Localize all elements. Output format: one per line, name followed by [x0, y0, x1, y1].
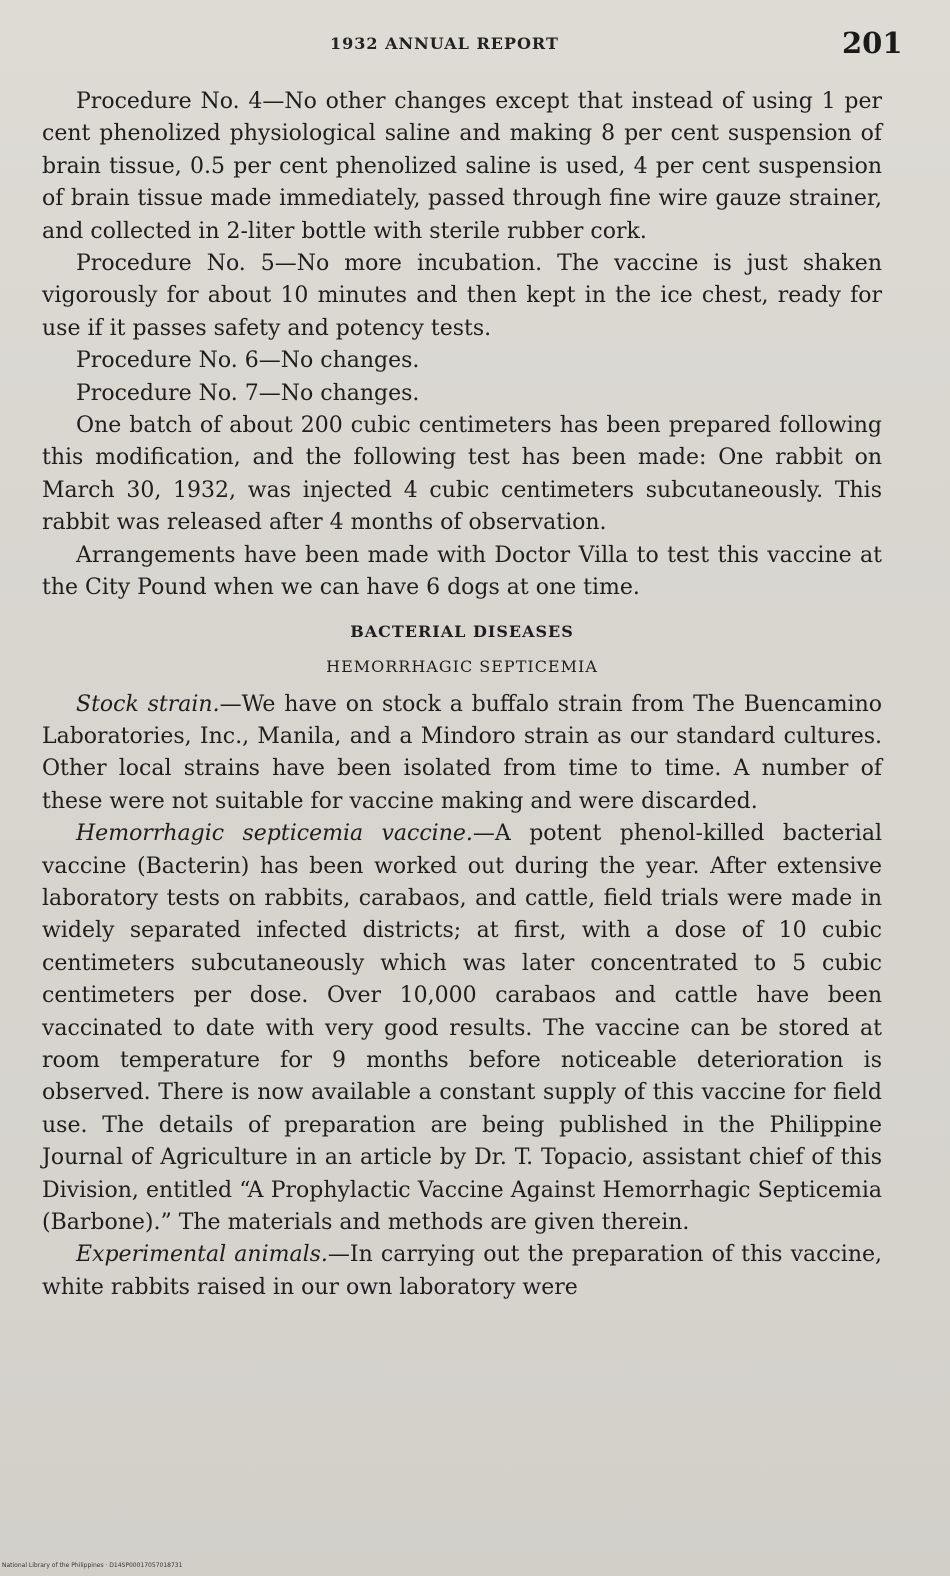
section-heading-bacterial-diseases: BACTERIAL DISEASES — [350, 621, 574, 641]
paragraph-stock-strain-text: —We have on stock a buffalo strain from The Buencamino Laboratories, Inc., Manila, and a Mindoro strain as our standard cultures. Other local strains have been isolated from time to time. A number of these were not suitable for vaccine making and were discarded. — [42, 691, 883, 814]
run-in-heading-experimental-animals: Experimental animals. — [76, 1242, 328, 1268]
run-in-heading-vaccine: Hemorrhagic septicemia vaccine. — [76, 821, 473, 847]
body-text — [42, 86, 882, 1304]
paragraph-stock-strain — [42, 689, 882, 819]
paragraph-experimental-animals — [42, 1239, 882, 1304]
paragraph-procedure-6: Procedure No. 6—No changes. — [76, 348, 420, 374]
paragraph-procedure-4: Procedure No. 4—No other changes except that instead of using 1 per cent phenolized physiological saline and making 8 per cent suspension of brain tissue, 0.5 per cent phenolized saline is used, 4 per cent suspension of brain tissue made immediately, passed through fine wire gauze strainer, and collected in 2-liter bottle with sterile rubber cork. — [42, 89, 882, 244]
paragraph-batch-test: One batch of about 200 cubic centimeters has been prepared following this modification, and the following test has been made: One rabbit on March 30, 1932, was injected 4 cubic centimeters subcutaneously. This rabbit was released after 4 months of observation. — [42, 413, 882, 536]
paragraph-experimental-animals-text: —In carrying out the preparation of this vaccine, white rabbits raised in our own laboratory were — [42, 1242, 883, 1300]
page-number: 201 — [842, 26, 903, 60]
paragraph-vaccine-text: —A potent phenol-killed bacterial vaccine (Bacterin) has been worked out during the year. After extensive laboratory tests on rabbits, carabaos, and cattle, field trials were made in widely separated infected districts; at first, with a dose of 10 cubic centimeters subcutaneously which was later concentrated to 5 cubic centimeters per dose. Over 10,000 carabaos and cattle have been vaccinated to date with very good results. The vaccine can be stored at room temperature for 9 months before noticeable deterioration is observed. There is now available a constant supply of this vaccine for field use. The details of preparation are being published in the Philippine Journal of Agriculture in an article by Dr. T. Topacio, assistant chief of this Division, entitled “A Prophylactic Vaccine Against Hemorrhagic Septicemia (Barbone).” The materials and methods are given therein. — [42, 821, 882, 1235]
paragraph-procedure-5: Procedure No. 5—No more incubation. The vaccine is just shaken vigorously for about 10 minutes and then kept in the ice chest, ready for use if it passes safety and potency tests. — [42, 251, 882, 341]
page-header — [0, 26, 950, 70]
running-head: 1932 ANNUAL REPORT — [330, 34, 559, 53]
run-in-heading-stock-strain: Stock strain. — [76, 691, 220, 717]
paragraph-procedure-7: Procedure No. 7—No changes. — [76, 380, 420, 406]
scan-footer-note: National Library of the Philippines · D14SP00017057018731 — [2, 1562, 183, 1569]
subsection-heading-hemorrhagic-septicemia: HEMORRHAGIC SEPTICEMIA — [326, 656, 598, 676]
paragraph-vaccine — [42, 818, 882, 1239]
paragraph-arrangements: Arrangements have been made with Doctor Villa to test this vaccine at the City Pound when we can have 6 dogs at one time. — [42, 542, 882, 601]
